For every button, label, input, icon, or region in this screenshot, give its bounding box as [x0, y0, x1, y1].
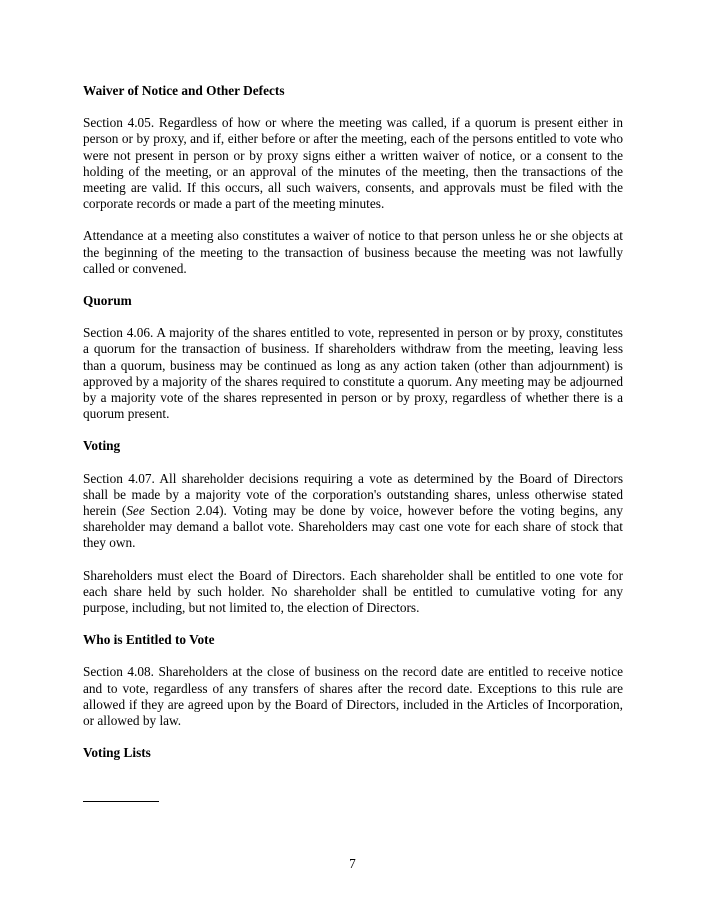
paragraph-section-4-06: Section 4.06. A majority of the shares entitled to vote, represented in person or by proxy, constitutes a quorum for the transaction of business. If shareholders withdraw from the meeting, leaving less than a quorum, business may be continued as long as any action taken (other than adjournment) is approved by a majority of the shares required to constitute a quorum. Any meeting may be adjourned by a majority vote of the shares represented in person or by proxy, regardless of whether there is a quorum present.: [83, 325, 623, 422]
footnote-separator: [83, 801, 159, 802]
heading-waiver-of-notice: Waiver of Notice and Other Defects: [83, 83, 285, 98]
section-4-07-text-after: Section 2.04). Voting may be done by voice, however before the voting begins, any shareholder may demand a ballot vote. Shareholders may cast one vote for each share of stock that they own.: [83, 503, 623, 551]
section-4-07-text-before: Section 4.07. All shareholder decisions requiring a vote as determined by the Board of Directors shall be made by a majority vote of the corporation's outstanding shares, unless otherwise stated herein (: [83, 470, 623, 519]
page-number: 7: [349, 856, 356, 871]
paragraph-section-4-05: Section 4.05. Regardless of how or where the meeting was called, if a quorum is present either in person or by proxy, and if, either before or after the meeting, each of the persons entitled to vote who were not present in person or by proxy signs either a written waiver of notice, or a consent to the holding of the meeting, or an approval of the minutes of the meeting, then the transactions of the meeting are valid. If this occurs, all such waivers, consents, and approvals must be filed with the corporate records or made a part of the meeting minutes.: [83, 115, 623, 212]
heading-voting-lists: Voting Lists: [83, 745, 151, 761]
paragraph-section-4-07: [83, 471, 623, 552]
paragraph-section-4-08: Section 4.08. Shareholders at the close of business on the record date are entitled to receive notice and to vote, regardless of any transfers of shares after the record date. Exceptions to this rule are allowed if they are agreed upon by the Board of Directors, included in the Articles of Incorporation, or allowed by law.: [83, 664, 623, 729]
see-italic: See: [126, 503, 145, 519]
paragraph-attendance: Attendance at a meeting also constitutes a waiver of notice to that person unless he or she objects at the beginning of the meeting to the transaction of business because the meeting was not lawfully called or convened.: [83, 228, 623, 276]
page-content: [83, 83, 623, 762]
paragraph-elect-board: Shareholders must elect the Board of Directors. Each shareholder shall be entitled to one vote for each share held by such holder. No shareholder shall be entitled to cumulative voting for any purpose, including, but not limited to, the election of Directors.: [83, 567, 623, 616]
heading-voting: Voting: [83, 438, 121, 454]
heading-who-is-entitled: Who is Entitled to Vote: [83, 632, 215, 648]
heading-quorum: Quorum: [83, 293, 132, 309]
